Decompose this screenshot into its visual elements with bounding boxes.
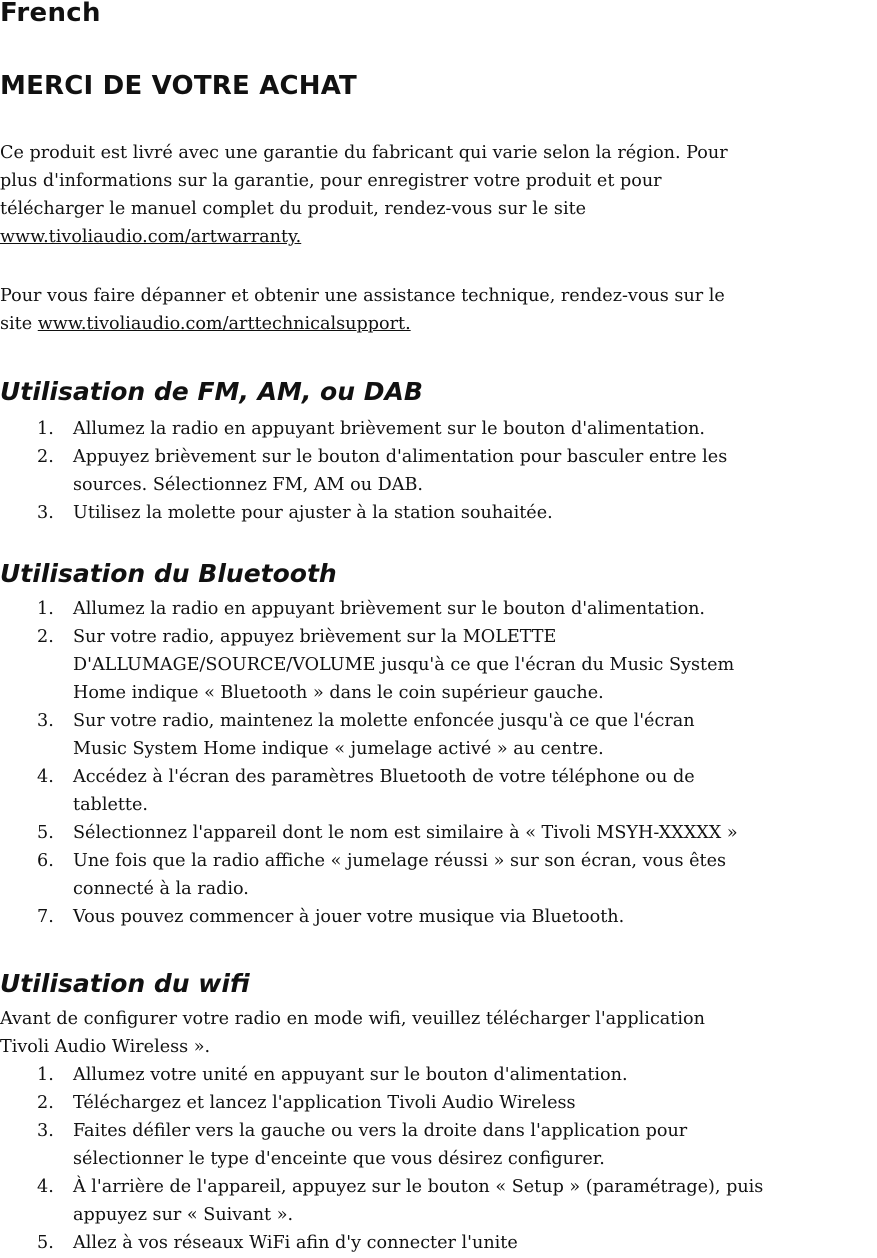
- list-item: [0, 623, 877, 707]
- list-item: [0, 1061, 877, 1089]
- list-item-text: Home indique « Bluetooth » dans le coin supérieur gauche.: [73, 683, 604, 703]
- list-item-text: sources. Sélectionnez FM, AM ou DAB.: [73, 475, 423, 495]
- list-item-text: Sur votre radio, maintenez la molette enfoncée jusqu'à ce que l'écran: [73, 711, 695, 731]
- list-item-number: 4.: [37, 1177, 54, 1197]
- wifi-intro-line: Avant de configurer votre radio en mode wifi, veuillez télécharger l'application: [0, 1009, 705, 1029]
- fm-steps-list: [0, 415, 877, 527]
- list-item: [0, 1173, 877, 1229]
- list-item: [0, 1117, 877, 1173]
- list-item: [0, 707, 877, 763]
- list-item-number: 3.: [37, 503, 54, 523]
- list-item-number: 6.: [37, 851, 54, 871]
- list-item-number: 7.: [37, 907, 54, 927]
- list-item-text: Allez à vos réseaux WiFi afin d'y connecter l'unite: [73, 1233, 518, 1253]
- list-item-number: 2.: [37, 1093, 54, 1113]
- wifi-intro: [0, 1005, 877, 1061]
- bluetooth-steps-list: [0, 595, 877, 931]
- list-item: [0, 1089, 877, 1117]
- list-item: [0, 1229, 877, 1257]
- wifi-intro-line: Tivoli Audio Wireless ».: [0, 1037, 211, 1057]
- list-item-text: Une fois que la radio affiche « jumelage réussi » sur son écran, vous êtes: [73, 851, 727, 871]
- list-item-number: 3.: [37, 1121, 54, 1141]
- list-item-text: Allumez la radio en appuyant brièvement sur le bouton d'alimentation.: [73, 419, 705, 439]
- list-item-text: Allumez votre unité en appuyant sur le bouton d'alimentation.: [73, 1065, 628, 1085]
- list-item: [0, 903, 877, 931]
- fm-section-heading: Utilisation de FM, AM, ou DAB: [0, 377, 423, 406]
- list-item-number: 1.: [37, 419, 54, 439]
- list-item-number: 3.: [37, 711, 54, 731]
- list-item-number: 5.: [37, 823, 54, 843]
- bluetooth-section-heading: Utilisation du Bluetooth: [0, 559, 337, 588]
- list-item-number: 1.: [37, 1065, 54, 1085]
- list-item-text: appuyez sur « Suivant ».: [73, 1205, 294, 1225]
- list-item-number: 2.: [37, 627, 54, 647]
- list-item: [0, 595, 877, 623]
- list-item-text: À l'arrière de l'appareil, appuyez sur le bouton « Setup » (paramétrage), puis: [73, 1177, 764, 1197]
- list-item-text: Appuyez brièvement sur le bouton d'alimentation pour basculer entre les: [73, 447, 728, 467]
- list-item-text: connecté à la radio.: [73, 879, 249, 899]
- warranty-line: Ce produit est livré avec une garantie du fabricant qui varie selon la région. Pour: [0, 143, 728, 163]
- list-item-text: Faites défiler vers la gauche ou vers la droite dans l'application pour: [73, 1121, 688, 1141]
- support-line: Pour vous faire dépanner et obtenir une assistance technique, rendez-vous sur le: [0, 286, 725, 306]
- support-prefix: site: [0, 314, 38, 334]
- language-heading: French: [0, 0, 101, 28]
- list-item-text: Téléchargez et lancez l'application Tivoli Audio Wireless: [73, 1093, 576, 1113]
- list-item-text: Utilisez la molette pour ajuster à la station souhaitée.: [73, 503, 553, 523]
- support-link[interactable]: www.tivoliaudio.com/arttechnicalsupport.: [37, 314, 411, 334]
- list-item-text: D'ALLUMAGE/SOURCE/VOLUME jusqu'à ce que l'écran du Music System: [73, 655, 735, 675]
- list-item-text: Allumez la radio en appuyant brièvement sur le bouton d'alimentation.: [73, 599, 705, 619]
- wifi-section-heading: Utilisation du wifi: [0, 969, 250, 998]
- list-item-text: Sélectionnez l'appareil dont le nom est similaire à « Tivoli MSYH-XXXXX »: [73, 823, 738, 843]
- list-item: [0, 415, 877, 443]
- list-item-number: 1.: [37, 599, 54, 619]
- list-item: [0, 443, 877, 499]
- support-paragraph: [0, 282, 877, 338]
- list-item-number: 2.: [37, 447, 54, 467]
- list-item-number: 4.: [37, 767, 54, 787]
- warranty-line: plus d'informations sur la garantie, pour enregistrer votre produit et pour: [0, 171, 662, 191]
- list-item-text: sélectionner le type d'enceinte que vous désirez configurer.: [73, 1149, 605, 1169]
- list-item-text: Vous pouvez commencer à jouer votre musique via Bluetooth.: [73, 907, 625, 927]
- list-item: [0, 847, 877, 903]
- list-item-text: tablette.: [73, 795, 149, 815]
- warranty-line: télécharger le manuel complet du produit, rendez-vous sur le site: [0, 199, 587, 219]
- list-item-text: Sur votre radio, appuyez brièvement sur la MOLETTE: [73, 627, 557, 647]
- list-item-text: Music System Home indique « jumelage activé » au centre.: [73, 739, 604, 759]
- list-item-number: 5.: [37, 1233, 54, 1253]
- list-item: [0, 763, 877, 819]
- wifi-steps-list: [0, 1061, 877, 1257]
- list-item: [0, 499, 877, 527]
- list-item: [0, 819, 877, 847]
- page-title: MERCI DE VOTRE ACHAT: [0, 71, 357, 101]
- list-item-text: Accédez à l'écran des paramètres Bluetooth de votre téléphone ou de: [73, 767, 695, 787]
- warranty-link[interactable]: www.tivoliaudio.com/artwarranty.: [0, 227, 302, 247]
- warranty-paragraph: [0, 139, 877, 251]
